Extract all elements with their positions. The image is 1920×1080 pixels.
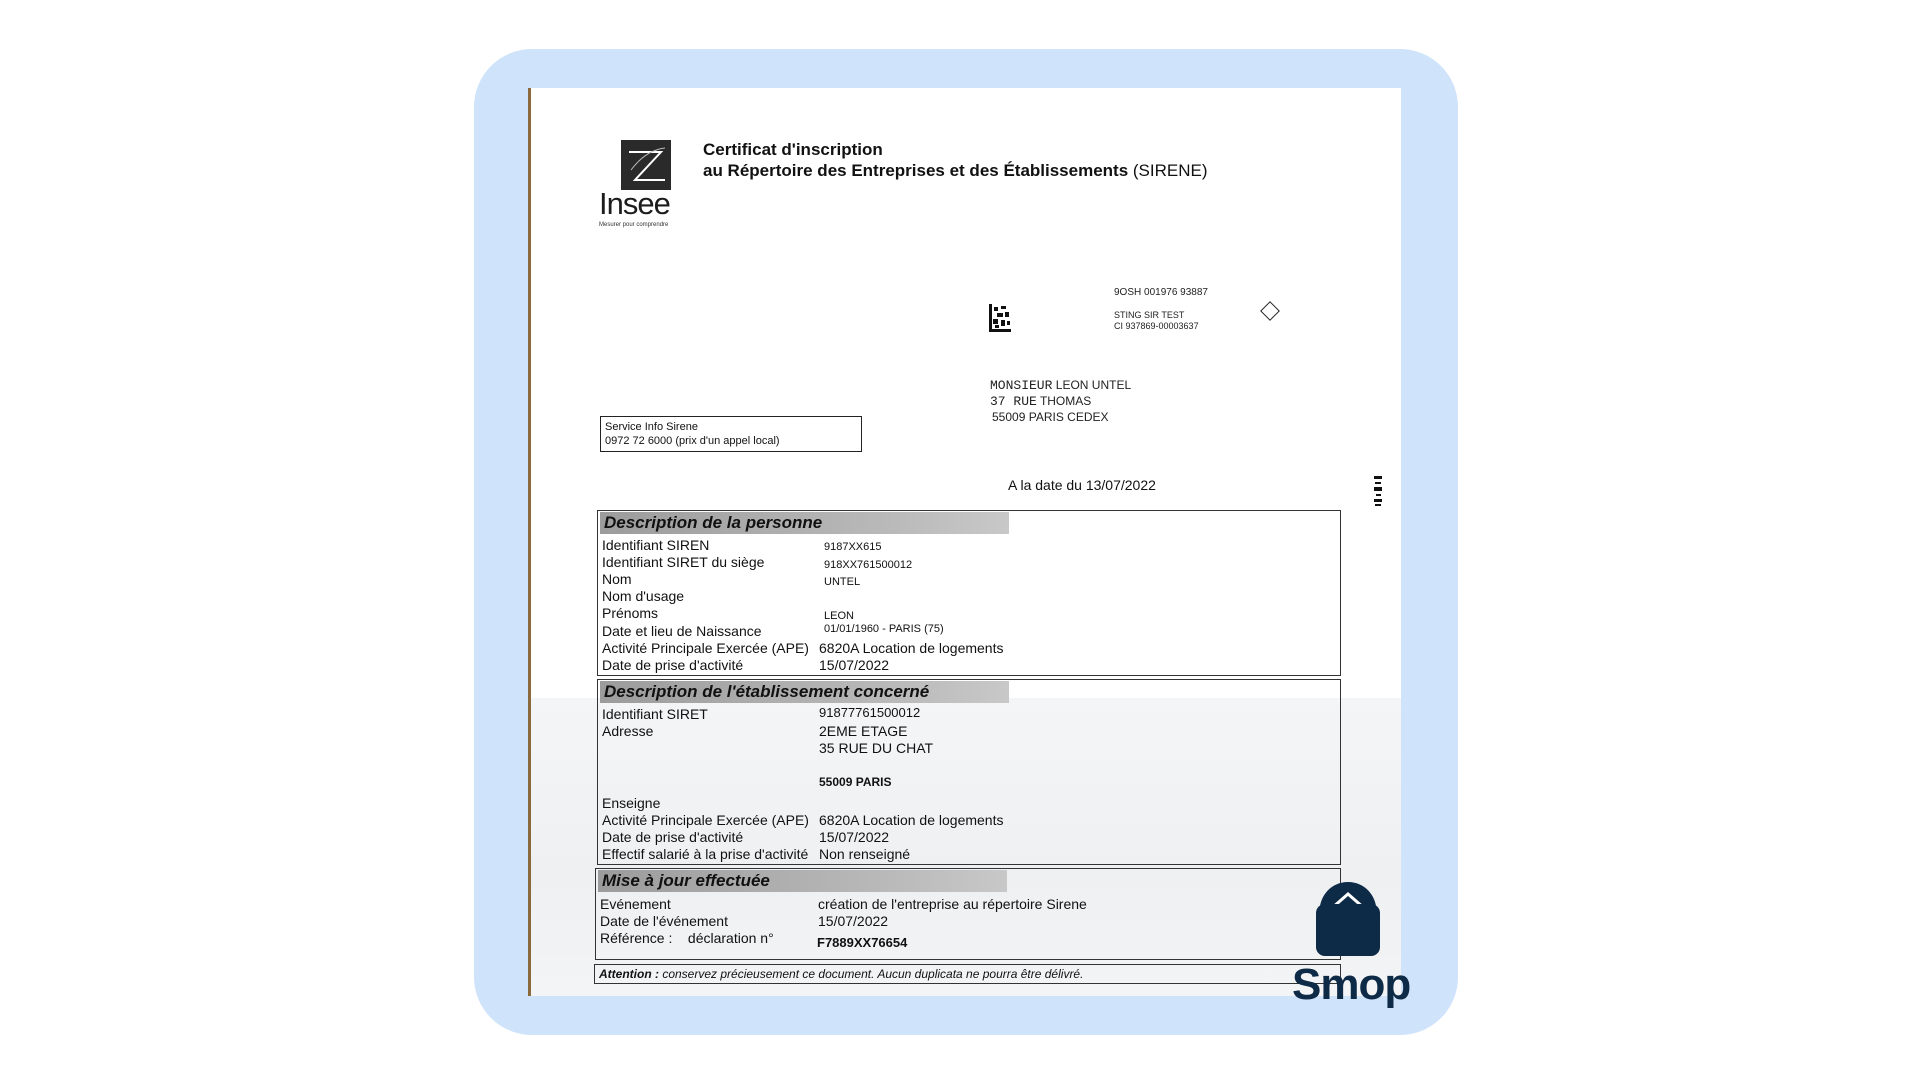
recipient-line3: 55009 PARIS CEDEX	[992, 410, 1109, 424]
establishment-siret-label: Identifiant SIRET	[602, 706, 708, 722]
establishment-start-label: Date de prise d'activité	[602, 829, 744, 845]
establishment-siret-value: 91877761500012	[819, 705, 921, 720]
person-siren-value: 9187XX615	[824, 541, 882, 553]
attention-text: conservez précieusement ce document. Aucun duplicata ne pourra être délivré.	[658, 967, 1084, 981]
establishment-address-label: Adresse	[602, 723, 654, 739]
update-event-label: Evénement	[600, 896, 671, 912]
person-birth-value: 01/01/1960 - PARIS (75)	[824, 623, 944, 635]
certificate-date: A la date du 13/07/2022	[1008, 477, 1156, 493]
establishment-address-line3: 55009 PARIS	[819, 775, 892, 789]
insee-logo-text: Insee	[599, 186, 670, 221]
person-nom-value: UNTEL	[824, 576, 861, 588]
diamond-mark-icon	[1260, 301, 1280, 321]
recipient-line1	[990, 378, 1131, 393]
establishment-address-line1: 2EME ETAGE	[819, 723, 908, 739]
recipient-line2	[990, 394, 1091, 409]
person-ape-label: Activité Principale Exercée (APE)	[602, 640, 809, 656]
update-reference-label: Référence : déclaration n°	[600, 930, 774, 946]
recipient-street-number: 37 RUE	[990, 394, 1037, 409]
sender-line2: CI 937869-00003637	[1114, 321, 1199, 331]
person-siren-label: Identifiant SIREN	[602, 537, 710, 553]
establishment-staff-label: Effectif salarié à la prise d'activité	[602, 846, 809, 862]
person-start-label: Date de prise d'activité	[602, 657, 744, 673]
sender-line1: STING SIR TEST	[1114, 310, 1185, 320]
person-start-value: 15/07/2022	[819, 657, 890, 673]
attention-notice	[594, 964, 1341, 984]
document-title-sirene: (SIRENE)	[1128, 161, 1208, 180]
section-establishment-heading: Description de l'établissement concerné	[600, 681, 1009, 703]
section-establishment	[597, 679, 1341, 865]
person-birth-label: Date et lieu de Naissance	[602, 623, 762, 639]
establishment-address-line2: 35 RUE DU CHAT	[819, 740, 934, 756]
smop-logo-text: Smop	[1292, 960, 1411, 1009]
document-title-line1: Certificat d'inscription	[703, 140, 883, 159]
insee-logo-tagline: Mesurer pour comprendre	[599, 222, 669, 228]
establishment-ape-label: Activité Principale Exercée (APE)	[602, 812, 809, 828]
person-nom-label: Nom	[602, 571, 632, 587]
person-prenoms-label: Prénoms	[602, 605, 659, 621]
person-siret-label: Identifiant SIRET du siège	[602, 554, 765, 570]
side-barcode-icon	[1374, 474, 1382, 508]
update-date-value: 15/07/2022	[818, 913, 889, 929]
establishment-ape-value: 6820A Location de logements	[819, 812, 1004, 828]
person-nom-usage-label: Nom d'usage	[602, 588, 685, 604]
datamatrix-barcode-icon	[989, 304, 1011, 332]
section-update-heading: Mise à jour effectuée	[598, 870, 1007, 892]
attention-label: Attention :	[599, 967, 659, 981]
update-reference-value: F7889XX76654	[817, 935, 908, 950]
establishment-enseigne-label: Enseigne	[602, 795, 661, 811]
section-update	[595, 868, 1341, 960]
establishment-staff-value: Non renseigné	[819, 846, 911, 862]
person-siret-value: 918XX761500012	[824, 559, 913, 571]
section-person	[597, 510, 1341, 676]
certificate-document	[528, 88, 1401, 996]
insee-logo-mark	[621, 140, 671, 190]
mail-code: 9OSH 001976 93887	[1114, 287, 1208, 298]
smop-bag-icon	[1312, 878, 1384, 958]
recipient-street-name: THOMAS	[1039, 394, 1092, 408]
person-ape-value: 6820A Location de logements	[819, 640, 1004, 656]
insee-logo	[599, 140, 677, 226]
service-info-phone: 0972 72 6000 (prix d'un appel local)	[605, 435, 780, 447]
recipient-title: MONSIEUR	[990, 378, 1053, 393]
document-title-line2	[703, 161, 1208, 181]
update-event-value: création de l'entreprise au répertoire Sirene	[818, 896, 1087, 912]
document-title-repertoire: au Répertoire des Entreprises et des Établissements	[703, 161, 1129, 180]
update-date-label: Date de l'événement	[600, 913, 728, 929]
establishment-start-value: 15/07/2022	[819, 829, 890, 845]
person-prenoms-value: LEON	[824, 610, 854, 622]
recipient-name: LEON UNTEL	[1055, 378, 1132, 392]
service-info-name: Service Info Sirene	[605, 421, 698, 433]
service-info-box	[600, 416, 862, 452]
section-person-heading: Description de la personne	[600, 512, 1009, 534]
